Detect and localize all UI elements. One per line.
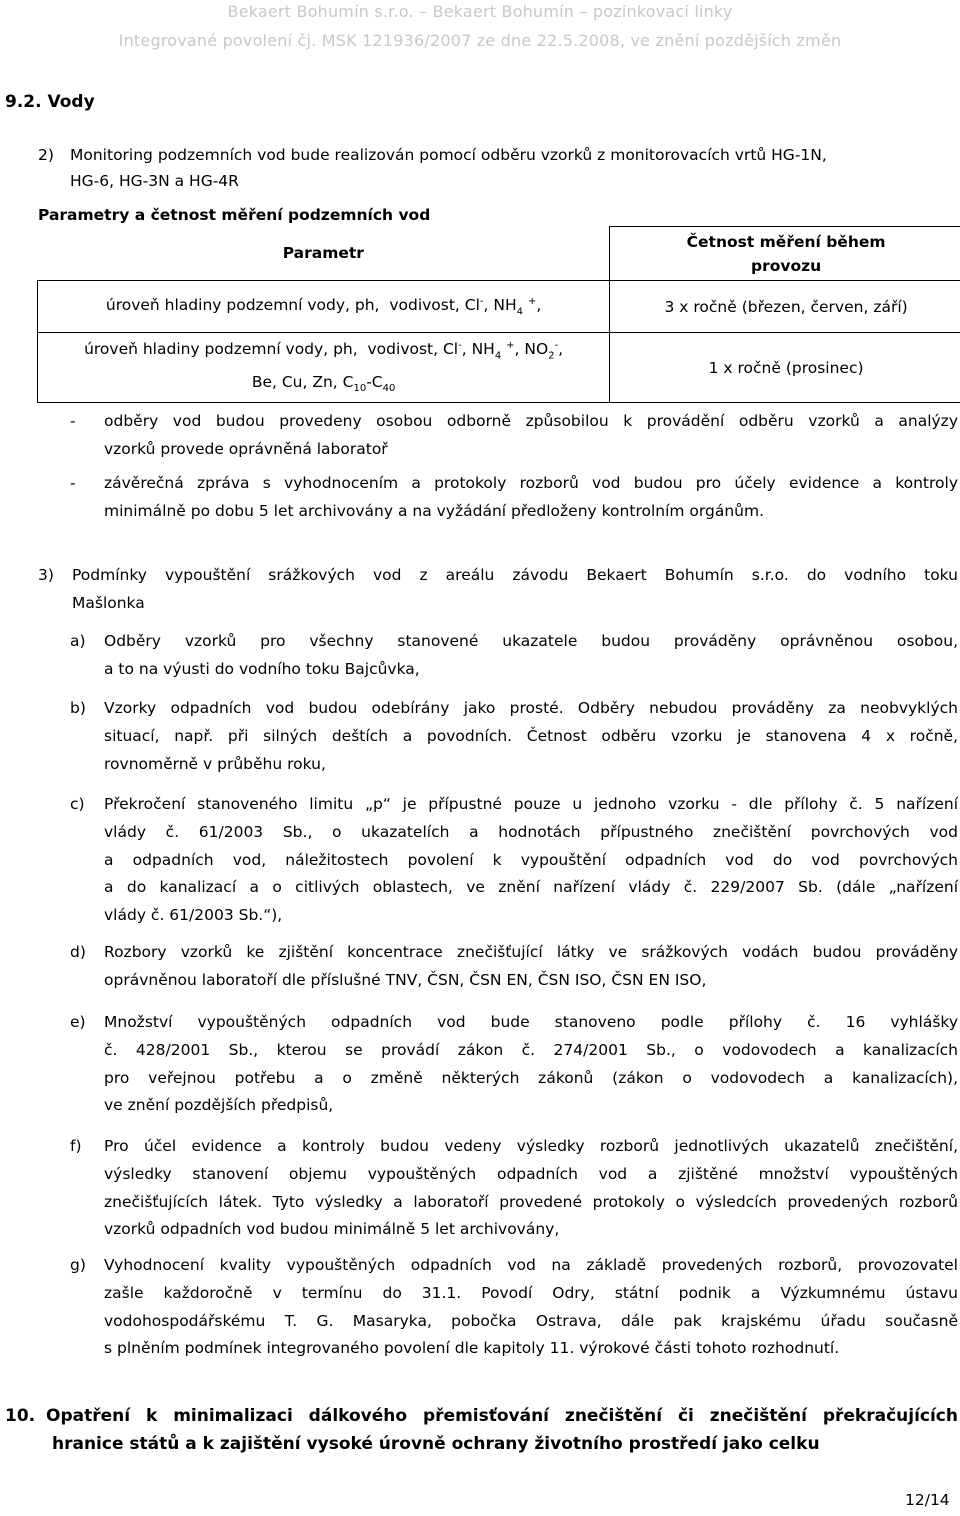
subitem-line: a odpadních vod, náležitostech povolení k vypouštění odpadních vod do vod povrchových [104,850,958,869]
row2-parameter: úroveň hladiny podzemní vody, ph, vodivost, Cl-, $NH_4$ +, $NO_2^-$, Be, Cu, Zn, $C_{10}-C_{40}$ [38,333,610,403]
subitem-line: Pro účel evidence a kontroly budou vedeny výsledky rozborů jednotlivých ukazatelů znečištění, [104,1137,958,1155]
header-frequency: Četnost měření během provozu [610,227,960,281]
subitem-label: d) [70,943,86,961]
parameters-table [37,226,960,403]
item2-number: 2) [38,146,54,164]
subitem-line: Rozbory vzorků ke zjištění koncentrace znečišťující látky ve srážkových vodách budou prováděny [104,943,958,961]
subitem-line: znečišťujících látek. Tyto výsledky a laboratoří provedené protokoly o výsledcích provedených rozborů [104,1192,958,1211]
table-row [38,281,960,333]
subitem-line: zašle každoročně v termínu do 31.1. Povodí Odry, státní podnik a Výzkumnému ústavu [104,1283,958,1302]
table-row [38,333,960,403]
subitem-line: vodohospodářskému T. G. Masaryka, pobočka Ostrava, dále pak krajskému úřadu současně [104,1311,958,1330]
subitem-label: e) [70,1013,86,1031]
subitem-line: a do kanalizací a o citlivých oblastech, ve znění nařízení vlády č. 229/2007 Sb. (dále „nařízení [104,878,958,897]
header-company: Bekaert Bohumín s.r.o. – Bekaert Bohumín – pozinkovací linky [227,2,733,21]
subitem-label: b) [70,699,86,717]
subitem-line: rovnoměrně v průběhu roku, [104,754,326,773]
bullet-dash: - [70,412,76,430]
subitem-line: Překročení stanoveného limitu „p“ je přípustné pouze u jednoho vzorku - dle přílohy č. 5 nařízení [104,795,958,813]
subitem-label: f) [70,1137,82,1155]
table-title: Parametry a četnost měření podzemních vod [38,206,431,224]
header-parametr: Parametr [38,227,610,281]
subitem-line: vzorků odpadních vod budou minimálně 5 let archivovány, [104,1220,560,1239]
item3-number: 3) [38,566,54,584]
subitem-line: č. 428/2001 Sb., kterou se provádí zákon č. 274/2001 Sb., o vodovodech a kanalizacích [104,1040,958,1059]
section10-line1: Opatření k minimalizaci dálkového přemisťování znečištění či znečištění překračujících [46,1406,958,1426]
row1-parameter: úroveň hladiny podzemní vody, ph, vodivost, Cl-, $NH_4$ +, [38,281,610,333]
bullet1-line1: odběry vod budou provedeny osobou odborně způsobilou k provádění odběru vzorků a analýzy [104,412,958,430]
subitem-line: s plněním podmínek integrovaného povolení dle kapitoly 11. výrokové části tohoto rozhodnutí. [104,1339,840,1358]
row2-frequency: 1 x ročně (prosinec) [610,333,960,403]
subitem-line: a to na výusti do vodního toku Bajcůvka, [104,659,420,678]
subitem-line: Odběry vzorků pro všechny stanovené ukazatele budou prováděny oprávněnou osobou, [104,632,958,650]
subitem-line: vlády č. 61/2003 Sb.“), [104,906,283,925]
table-header-row [38,227,960,281]
subitem-line: Vzorky odpadních vod budou odebírány jako prosté. Odběry nebudou prováděny za neobvyklých [104,699,958,717]
subitem-label: g) [70,1256,86,1274]
section10-line2: hranice států a k zajištění vysoké úrovně ochrany životního prostředí jako celku [52,1434,820,1454]
item3-line1: Podmínky vypouštění srážkových vod z areálu závodu Bekaert Bohumín s.r.o. do vodního toku [72,566,958,584]
subitem-line: výsledky stanovení objemu vypouštěných odpadních vod a zjištěné množství vypouštěných [104,1164,958,1183]
subitem-line: Množství vypouštěných odpadních vod bude stanoveno podle přílohy č. 16 vyhlášky [104,1013,958,1031]
bullet1-line2: vzorků provede oprávněná laboratoř [104,440,388,458]
bullet-dash: - [70,474,76,492]
page-number: 12/14 [905,1491,950,1509]
item2-line1: Monitoring podzemních vod bude realizován pomocí odběru vzorků z monitorovacích vrtů HG-1N, [70,146,827,164]
subitem-line: situací, např. při silných deštích a povodních. Četnost odběru vzorku je stanovena 4 x ročně, [104,726,958,745]
subitem-line: oprávněnou laboratoří dle příslušné TNV, ČSN, ČSN EN, ČSN ISO, ČSN EN ISO, [104,970,707,989]
bullet2-line1: závěrečná zpráva s vyhodnocením a protokoly rozborů vod budou pro účely evidence a kontroly [104,474,958,492]
subitem-line: vlády č. 61/2003 Sb., o ukazatelích a hodnotách přípustného znečištění povrchových vod [104,822,958,841]
item2-line2: HG-6, HG-3N a HG-4R [70,172,239,190]
subitem-label: a) [70,632,86,650]
row1-frequency: 3 x ročně (březen, červen, září) [610,281,960,333]
header-permit: Integrované povolení čj. MSK 121936/2007 ze dne 22.5.2008, ve znění pozdějších změn [118,31,842,50]
bullet2-line2: minimálně po dobu 5 let archivovány a na vyžádání předloženy kontrolním orgánům. [104,502,765,520]
section10-number: 10. [5,1406,36,1426]
subitem-line: Vyhodnocení kvality vypouštěných odpadních vod na základě provedených rozborů, provozovatel [104,1256,958,1274]
subitem-line: pro veřejnou potřebu a o změně některých zákonů (zákon o vodovodech a kanalizacích), [104,1068,958,1087]
section-title: 9.2. Vody [5,92,95,112]
subitem-line: ve znění pozdějších předpisů, [104,1096,334,1115]
item3-line2: Mašlonka [72,594,145,612]
subitem-label: c) [70,795,85,813]
